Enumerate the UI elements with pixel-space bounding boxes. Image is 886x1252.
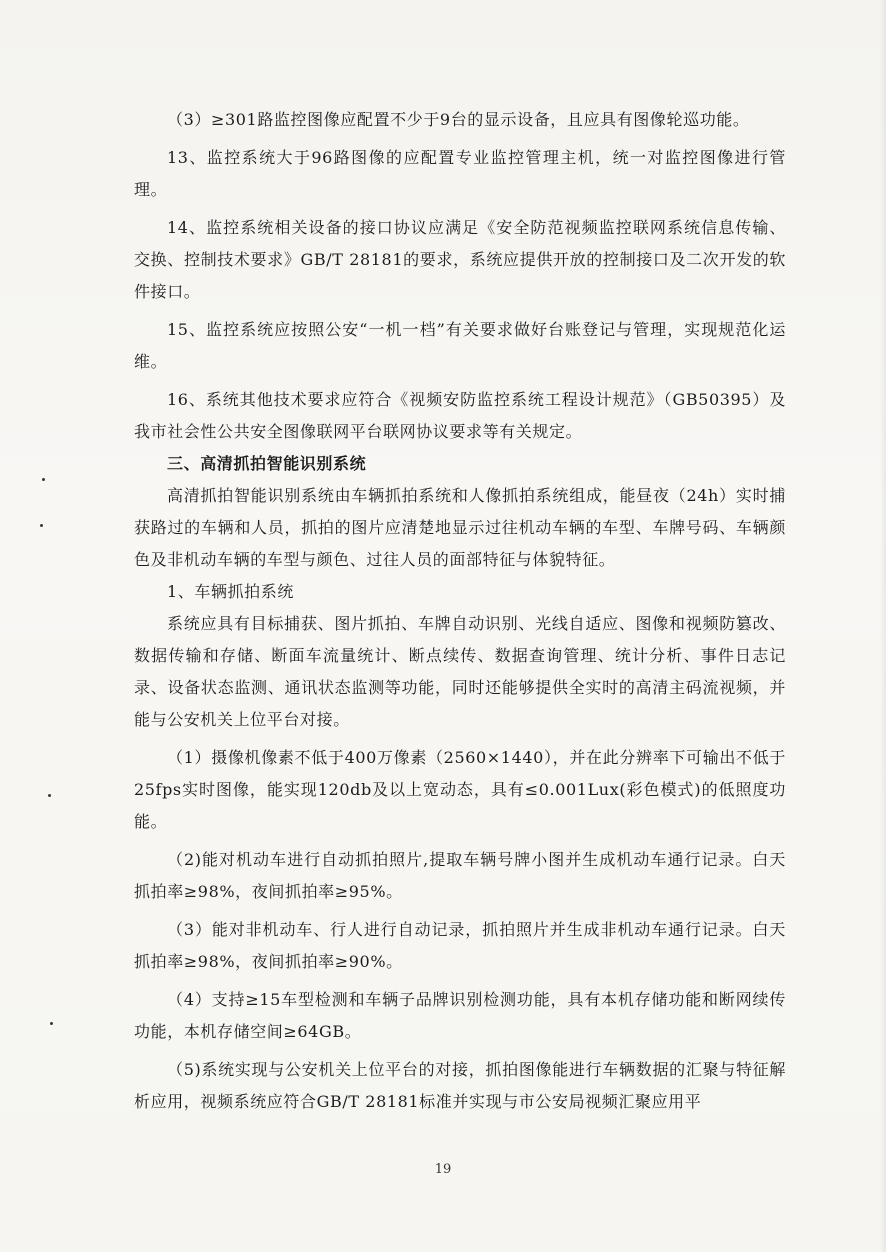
paragraph-item-14: 14、监控系统相关设备的接口协议应满足《安全防范视频监控联网系统信息传输、交换、控制技术要求》GB/T 28181的要求，系统应提供开放的控制接口及二次开发的软件接口。 xyxy=(134,218,786,301)
paragraph-item-13: 13、监控系统大于96路图像的应配置专业监控管理主机，统一对监控图像进行管理。 xyxy=(134,148,786,199)
paragraph-hd-capture-intro: 高清抓拍智能识别系统由车辆抓拍系统和人像抓拍系统组成，能昼夜（24h）实时捕获路过的车辆和人员，抓拍的图片应清楚地显示过往机动车辆的车型、车牌号码、车辆颜色及非机动车辆的车型与颜色、过往人员的面部特征与体貌特征。 xyxy=(134,486,786,569)
paragraph-item-16: 16、系统其他技术要求应符合《视频安防监控系统工程设计规范》（GB50395）及我市社会性公共安全图像联网平台联网协议要求等有关规定。 xyxy=(134,390,786,441)
paragraph-motor-vehicle-capture: （2)能对机动车进行自动抓拍照片,提取车辆号牌小图并生成机动车通行记录。白天抓拍率≥98%，夜间抓拍率≥95%。 xyxy=(134,850,786,901)
paragraph-vehicle-type-detection: （4）支持≥15车型检测和车辆子品牌识别检测功能，具有本机存储功能和断网续传功能，本机存储空间≥64GB。 xyxy=(134,990,786,1041)
paragraph-monitor-display: （3）≥301路监控图像应配置不少于9台的显示设备，且应具有图像轮巡功能。 xyxy=(167,110,750,129)
paragraph-non-motor-capture: （3）能对非机动车、行人进行自动记录，抓拍照片并生成非机动车通行记录。白天抓拍率≥98%，夜间抓拍率≥90%。 xyxy=(134,920,786,971)
section-heading-hd-capture: 三、高清抓拍智能识别系统 xyxy=(167,454,367,473)
paragraph-camera-pixels: （1）摄像机像素不低于400万像素（2560×1440），并在此分辨率下可输出不低于25fps实时图像，能实现120db及以上宽动态，具有≤0.001Lux(彩色模式)的低照度功能。 xyxy=(134,748,786,831)
page-number: 19 xyxy=(434,1162,452,1177)
scan-speck xyxy=(40,524,43,527)
paragraph-platform-integration: （5)系统实现与公安机关上位平台的对接，抓拍图像能进行车辆数据的汇聚与特征解析应用，视频系统应符合GB/T 28181标准并实现与市公安局视频汇聚应用平 xyxy=(134,1060,786,1111)
body-text xyxy=(134,104,786,1118)
subsection-heading-vehicle-capture: 1、车辆抓拍系统 xyxy=(167,582,294,601)
scan-speck xyxy=(48,794,51,797)
page-edge-shadow xyxy=(880,0,886,1252)
scan-speck xyxy=(50,1022,53,1025)
paragraph-item-15: 15、监控系统应按照公安“一机一档”有关要求做好台账登记与管理，实现规范化运维。 xyxy=(134,320,786,371)
scan-speck xyxy=(42,478,45,481)
paragraph-vehicle-capture-functions: 系统应具有目标捕获、图片抓拍、车牌自动识别、光线自适应、图像和视频防篡改、数据传输和存储、断面车流量统计、断点续传、数据查询管理、统计分析、事件日志记录、设备状态监测、通讯状态监测等功能，同时还能够提供全实时的高清主码流视频，并能与公安机关上位平台对接。 xyxy=(134,614,786,729)
